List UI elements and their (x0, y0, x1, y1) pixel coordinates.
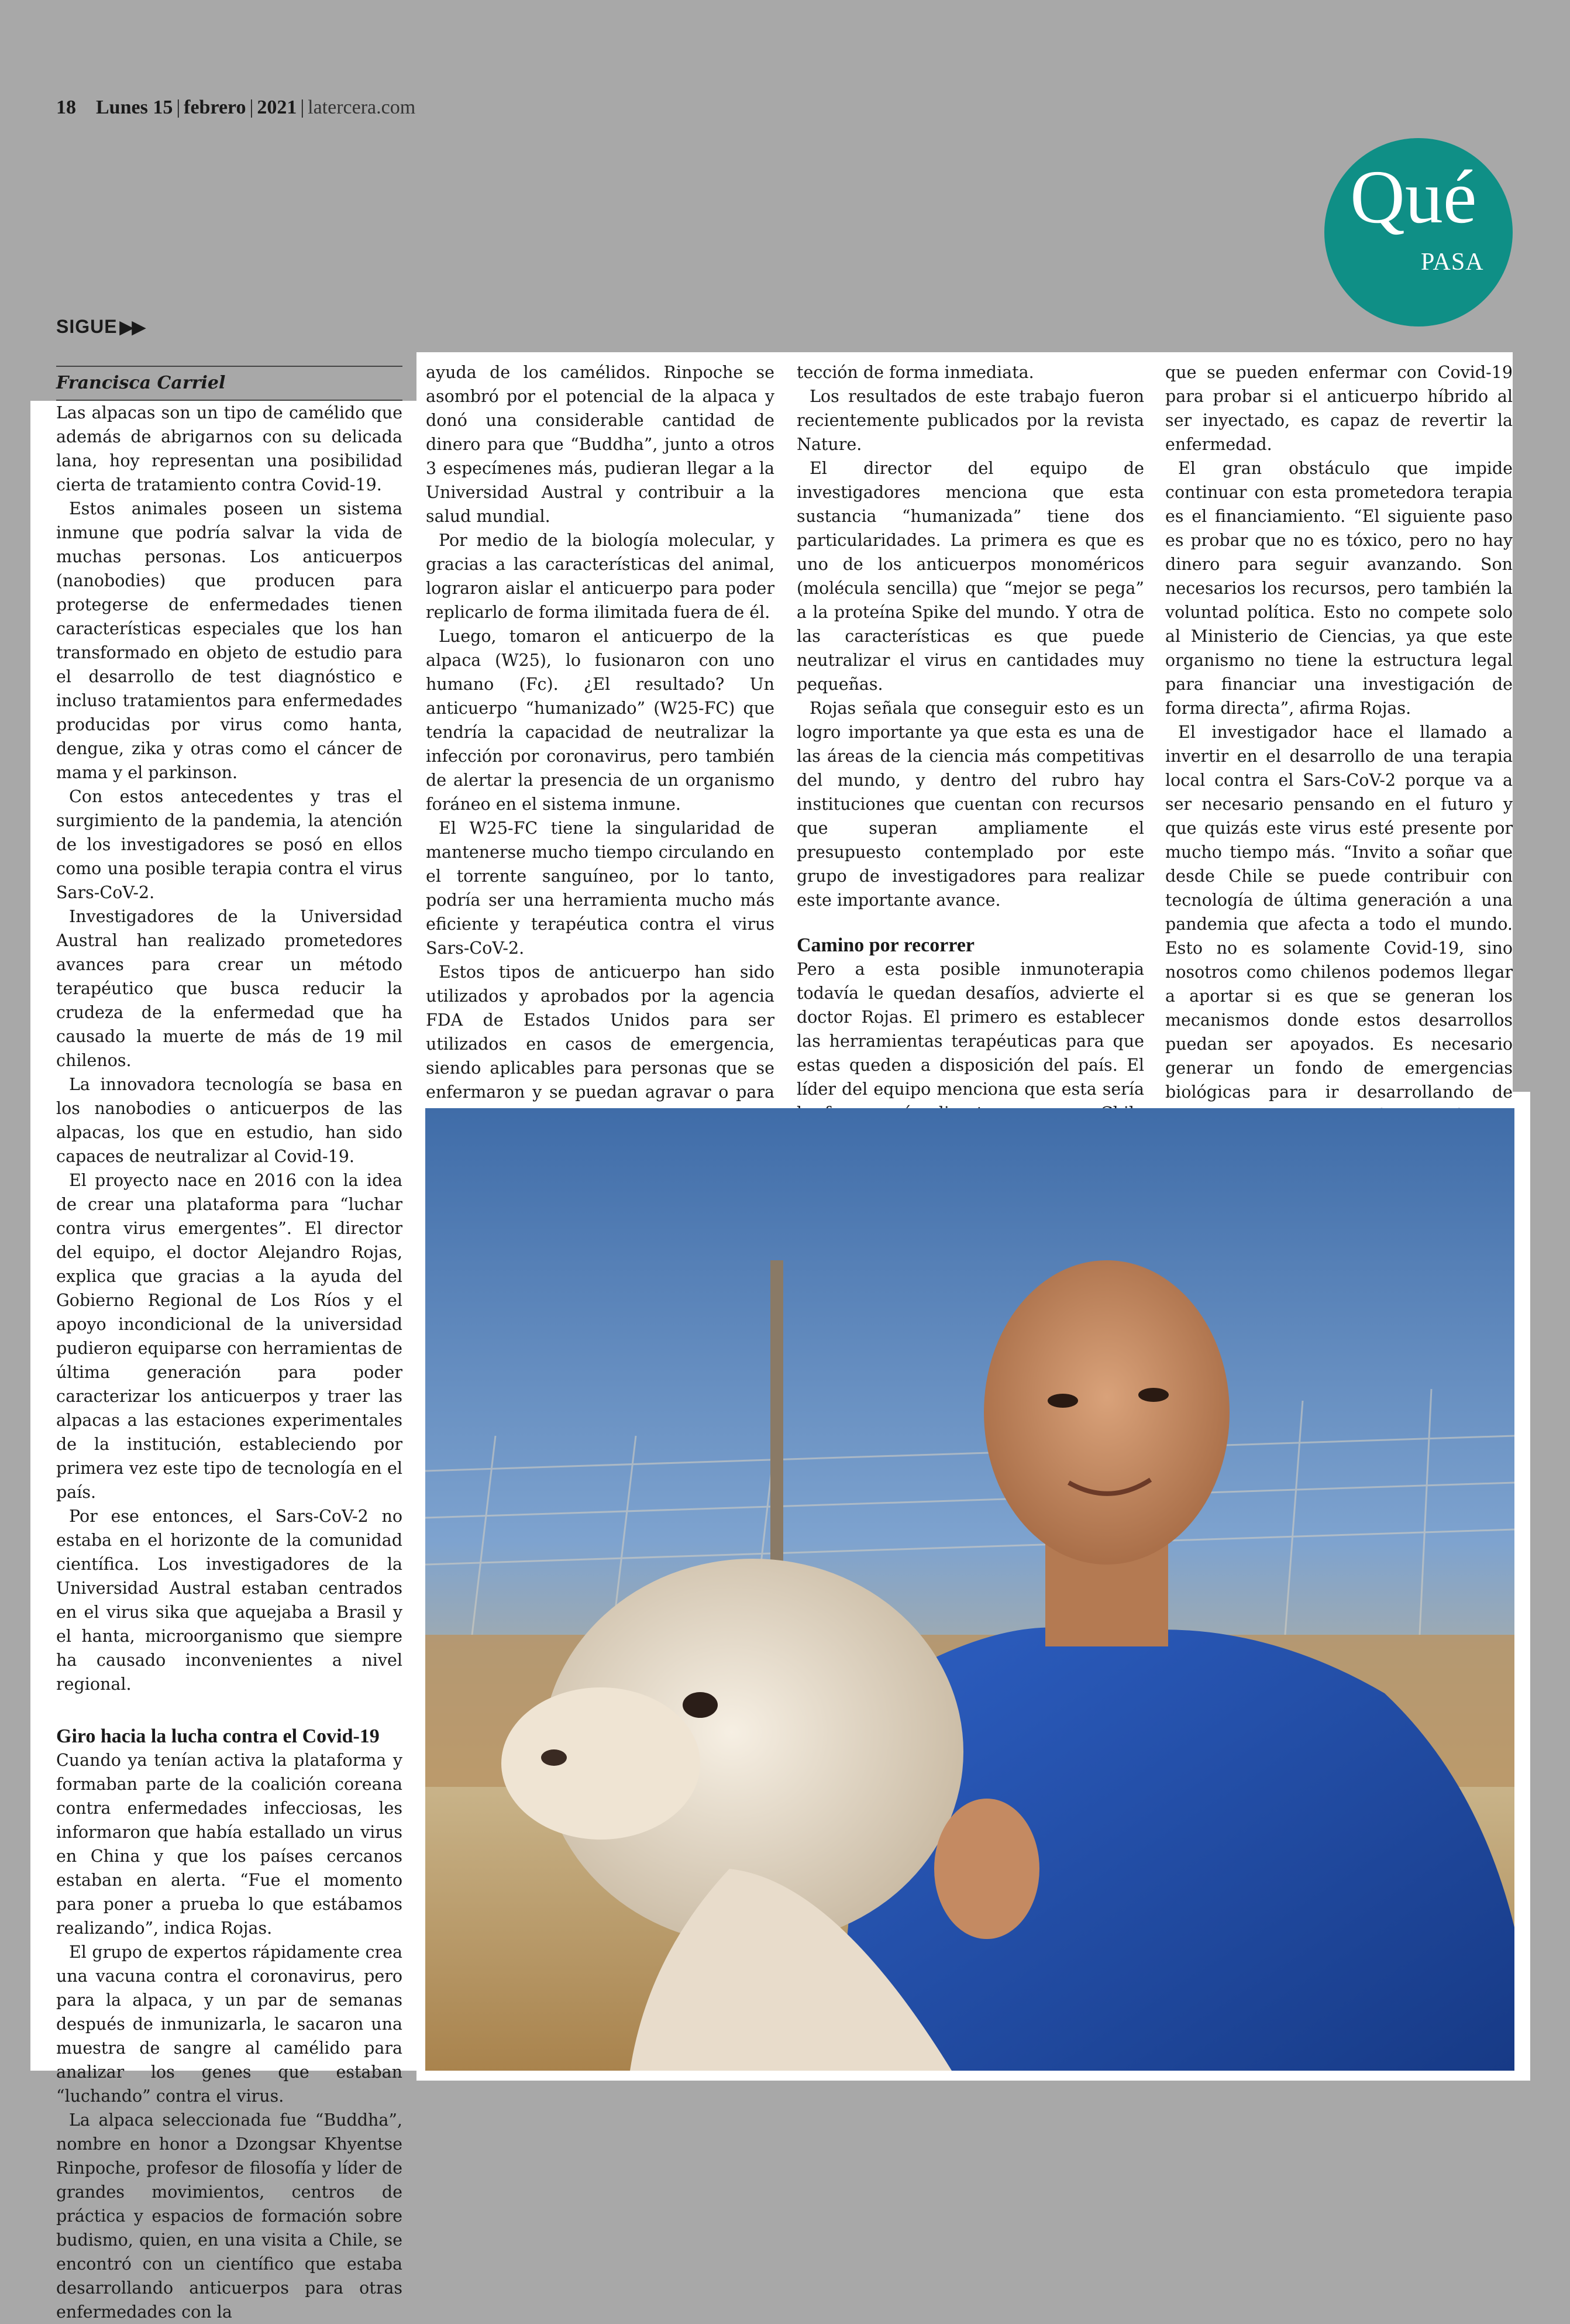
byline: Francisca Carriel (56, 366, 402, 401)
date-day: Lunes 15 (96, 97, 173, 118)
section-heading: Giro hacia la lucha contra el Covid-19 (56, 1725, 380, 1747)
paragraph: Estos animales poseen un sistema inmune que podría salvar la vida de muchas personas. Los anticuerpos (nanobodies) que producen para protegerse de enfermedades tienen características especiales que los han transformado en objeto de estudio para el desarrollo de test diagnóstico e incluso tratamientos para enfermedades producidas por virus como hanta, dengue, zika y otras como el cáncer de mama y el parkinson. (56, 499, 402, 782)
hand (934, 1799, 1039, 1939)
section-heading: Camino por recorrer (797, 934, 975, 956)
article-column-2 (426, 360, 774, 1200)
alpaca-snout (501, 1687, 700, 1840)
article-column-4 (1165, 360, 1513, 1176)
paragraph: ayuda de los camélidos. Rinpoche se asombró por el potencial de la alpaca y donó una considerable cantidad de dinero para que “Buddha”, junto a otros 3 especímenes más, pudieran llegar a la Universidad Austral y contribuir a la salud mundial. (426, 363, 774, 526)
paragraph: Los resultados de este trabajo fueron recientemente publicados por la revista Nature. (797, 387, 1144, 454)
que-pasa-logo (1324, 138, 1513, 326)
paragraph: La alpaca seleccionada fue “Buddha”, nombre en honor a Dzongsar Khyentse Rinpoche, profesor de filosofía y líder de grandes movimientos, centros de práctica y espacios de formación sobre budismo, quien, en una visita a Chile, se encontró con un científico que estaba desarrollando anticuerpos para otras enfermedades con la (56, 2110, 402, 2322)
paragraph: que se pueden enfermar con Covid-19 para probar si el anticuerpo híbrido al ser inyectado, es capaz de revertir la enfermedad. (1165, 363, 1513, 454)
page-header: 18 Lunes 15 | febrero | 2021 | latercera.com (56, 97, 416, 118)
alpaca-nostril (541, 1749, 567, 1766)
paragraph: Rojas señala que conseguir esto es un logro importante ya que esta es una de las áreas de la ciencia más competitivas del mundo, y dentro del rubro hay instituciones que cuentan con recursos que superan ampliamente el presupuesto contemplado por este grupo de investigadores para realizar este importante avance. (797, 699, 1144, 910)
page-number: 18 (56, 97, 76, 118)
logo-sub: PASA (1421, 249, 1484, 276)
paragraph: El grupo de expertos rápidamente crea una vacuna contra el coronavirus, pero para la alpaca, y un par de semanas después de inmunizarla, le sacaron una muestra de sangre al camélido para analizar los genes que estaban “luchando” contra el virus. (56, 1943, 402, 2106)
site-url: latercera.com (308, 97, 416, 118)
paragraph: El proyecto nace en 2016 con la idea de crear una plataforma para “luchar contra virus emergentes”. El director del equipo, el doctor Alejandro Rojas, explica que gracias a la ayuda del Gobierno Regional de Los Ríos y el apoyo incondicional de la universidad pudieron equiparse con herramientas de última generación para poder caracterizar los anticuerpos y traer las alpacas a las estaciones experimentales de la institución, estableciendo por primera vez este tipo de tecnología en el país. (56, 1171, 402, 1502)
paragraph: Luego, tomaron el anticuerpo de la alpaca (W25), lo fusionaron con uno humano (Fc). ¿El resultado? Un anticuerpo “humanizado” (W25-FC) que tendría la capacidad de neutralizar la infección por coronavirus, pero también de alertar la presencia de un organismo foráneo en el sistema inmune. (426, 627, 774, 814)
face (984, 1260, 1230, 1565)
paragraph-text: El investigador hace el llamado a invertir en el desarrollo de una terapia local contra el Sars-CoV-2 porque va a ser necesario pensando en el futuro y que quizás este virus esté presente por mucho tiempo más. “Invito a soñar que desde Chile se puede contribuir con tecnología de última generación a una pandemia que afecta a todo el mundo. Esto no es solamente Covid-19, sino nosotros como chilenos podemos llegar a aportar si es que se generan los mecanismos donde estos desarrollos puedan ser apoyados. Es necesario generar un fondo de emergencias biológicas para ir desarrollando de (1165, 723, 1513, 1102)
double-arrow-icon: ▶▶ (119, 318, 144, 337)
continue-label: SIGUE (56, 316, 118, 337)
paragraph: Pero a esta posible inmunoterapia todavía le quedan desafíos, advierte el doctor Rojas. El primero es establecer las herramientas terapéuticas para que estas queden a disposición del país. El líder del equipo menciona que esta sería (797, 960, 1144, 1099)
paragraph: Las alpacas son un tipo de camélido que además de abrigarnos con su delicada lana, hoy representan una posibilidad cierta de tratamiento contra Covid-19. (56, 403, 402, 494)
logo-word: Qué (1350, 155, 1477, 239)
paragraph: tección de forma inmediata. (797, 363, 1034, 382)
paragraph: El W25-FC tiene la singularidad de mantenerse mucho tiempo circulando en el torrente sanguíneo, por lo tanto, podría ser una herramienta mucho más eficiente y terapéutica contra el virus Sars-CoV-2. (426, 819, 774, 958)
paragraph: El director del equipo de investigadores menciona que esta sustancia “humanizada” tiene dos particularidades. La primera es que es uno de los anticuerpos monoméricos (molécula sencilla) que “mejor se pega” a la proteína Spike del mundo. Y otra de las características es que puede neutralizar el virus en cantidades muy pequeñas. (797, 459, 1144, 694)
paragraph: Con estos antecedentes y tras el surgimiento de la pandemia, la atención de los investigadores se posó en ellos como una posible terapia contra el virus Sars-CoV-2. (56, 787, 402, 902)
paragraph: El gran obstáculo que impide continuar con esta prometedora terapia es el financiamiento. “El siguiente paso es probar que no es tóxico, pero no hay dinero para seguir avanzando. Son necesarios los recursos, pero también la voluntad política. Esto no compete solo al Ministerio de Ciencias, ya que este organismo no tiene la estructura legal para financiar una investigación de forma directa”, afirma Rojas. (1165, 459, 1513, 718)
article-column-1 (56, 366, 402, 2324)
eye-left (1048, 1394, 1078, 1408)
paragraph: Investigadores de la Universidad Austral han realizado prometedores avances para crear un método terapéutico que busca reducir la crudeza de la enfermedad que ha causado la muerte de más de 19 mil chilenos. (56, 907, 402, 1070)
photo-illustration (425, 1108, 1514, 2071)
paragraph: Por medio de la biología molecular, y gracias a las características del animal, lograron aislar el anticuerpo para poder replicarlo de forma ilimitada fuera de él. (426, 531, 774, 622)
paragraph: Por ese entonces, el Sars-CoV-2 no estaba en el horizonte de la comunidad científica. Los investigadores de la Universidad Austral estaban centrados en el virus sika que aquejaba a Brasil y el hanta, microorganismo que siempre ha causado inconvenientes a nivel regional. (56, 1507, 402, 1694)
article-photo (425, 1108, 1514, 2071)
eye-right (1138, 1388, 1169, 1402)
paragraph: Estos tipos de anticuerpo han sido utilizados y aprobados por la agencia FDA de Estados Unidos para ser utilizados en casos de emergencia, siendo aplicables para personas que se enfermaron y se puedan agravar o para (426, 962, 774, 1102)
continue-marker (56, 316, 144, 338)
paragraph: La innovadora tecnología se basa en los nanobodies o anticuerpos de las alpacas, los que en estudio, han sido capaces de neutralizar al Covid-19. (56, 1075, 402, 1166)
date-month: febrero (184, 97, 246, 118)
date-year: 2021 (257, 97, 297, 118)
alpaca-eye (683, 1692, 718, 1718)
paragraph: Cuando ya tenían activa la plataforma y formaban parte de la coalición coreana contra enfermedades infecciosas, les informaron que había estallado un virus en China y que los países cercanos estaban en alerta. “Fue el momento para poner a prueba lo que estábamos realizando”, indica Rojas. (56, 1751, 402, 1938)
